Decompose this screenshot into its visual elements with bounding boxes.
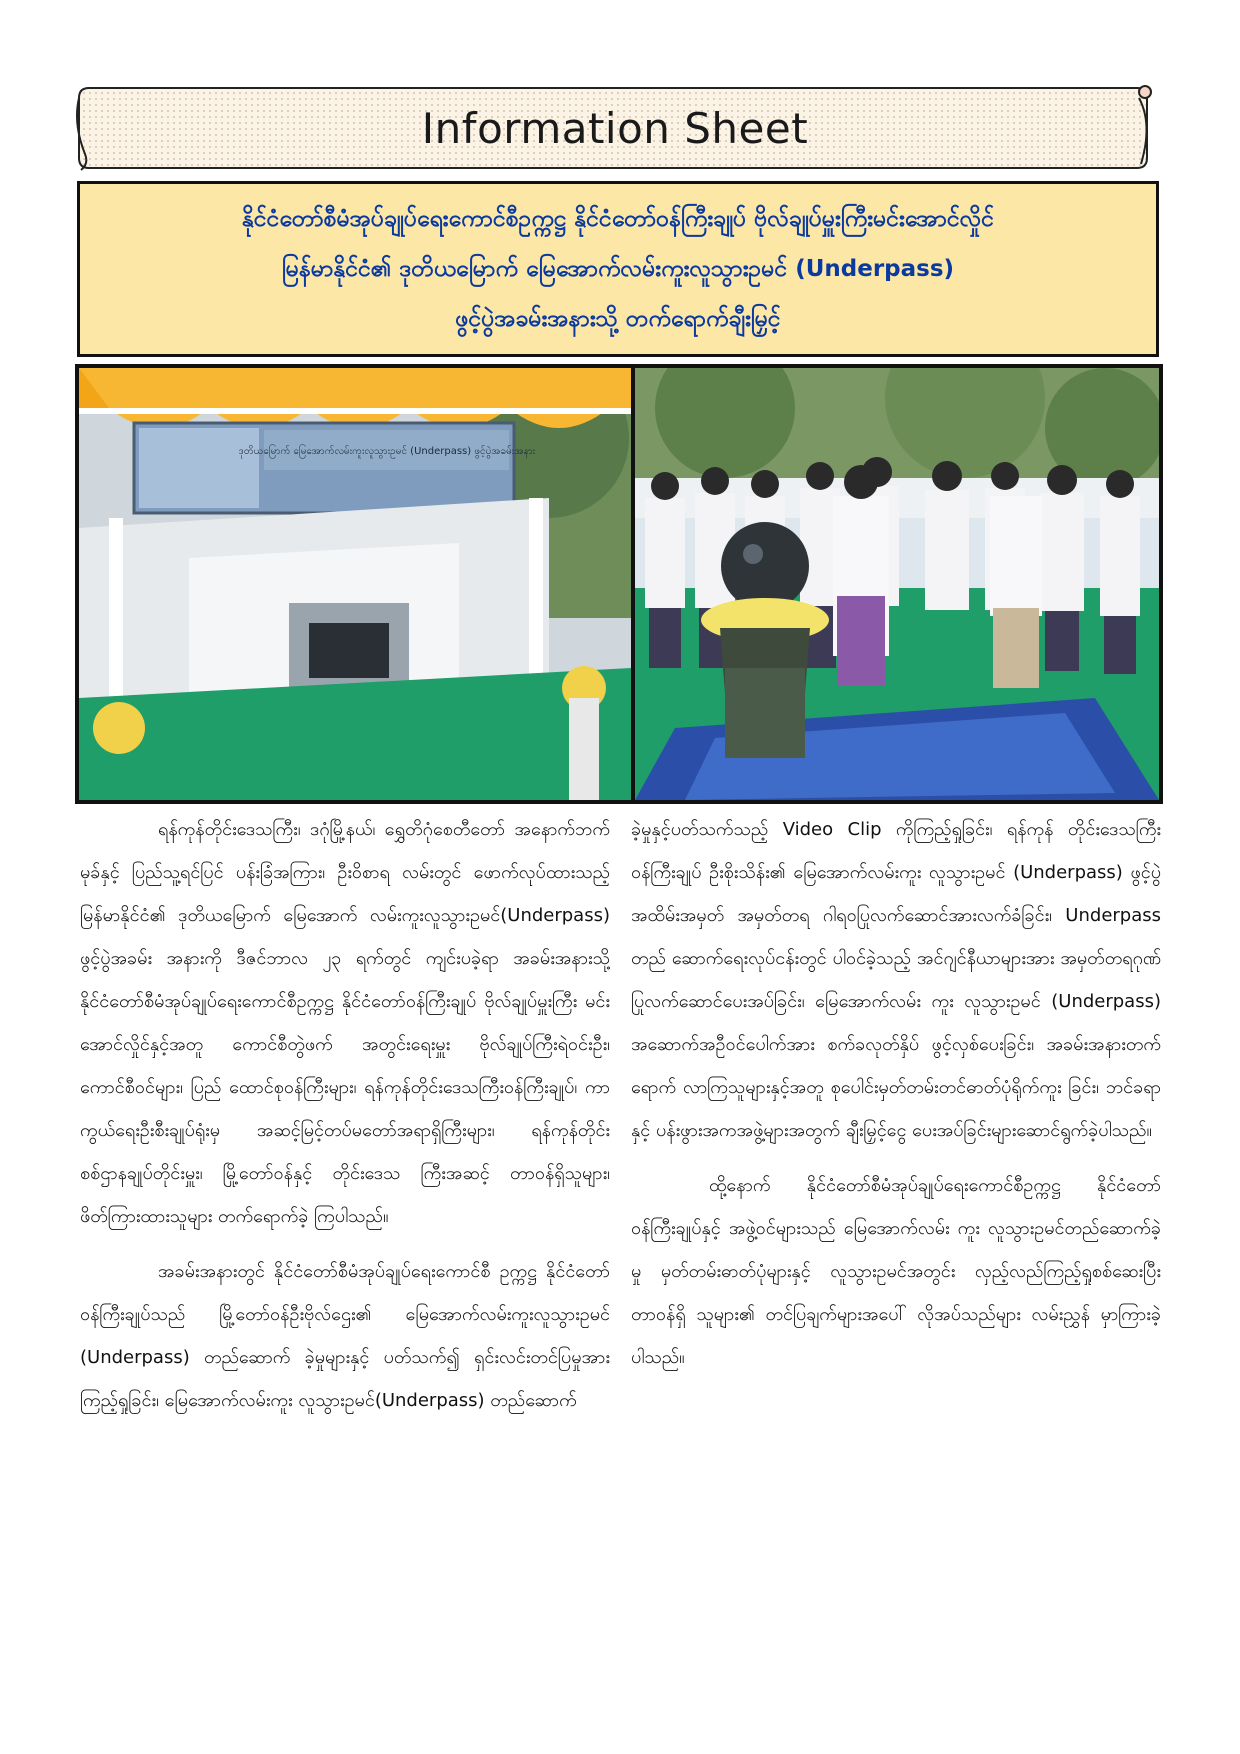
headline-line-1: နိုင်ငံတော်စီမံအုပ်ချုပ်ရေးကောင်စီဥက္ကဋ္ဌ နိုင်ငံတော်ဝန်ကြီးချုပ် ဗိုလ်ချုပ်မှူးကြီးမင်းအောင်လှိုင်: [241, 206, 995, 232]
photo-underpass-entrance: [79, 368, 631, 800]
headline-line-2: မြန်မာနိုင်ငံ၏ ဒုတိယမြောက် မြေအောက်လမ်းကူးလူသွားဥမင် (Underpass): [281, 256, 955, 282]
header-scroll-banner: [75, 84, 1155, 172]
headline-box: [77, 181, 1159, 357]
page-title: Information Sheet: [421, 103, 809, 153]
article-paragraph: ထို့နောက် နိုင်ငံတော်စီမံအုပ်ချုပ်ရေးကောင်စီဥက္ကဋ္ဌ နိုင်ငံတော်ဝန်ကြီးချုပ်နှင့် အဖွဲ့ဝင်များသည် မြေအောက်လမ်း ကူး လူသွားဥမင်တည်ဆောက်ခဲ့မှု မှတ်တမ်းဓာတ်ပုံများနှင့် လူသွားဥမင်အတွင်း လှည့်လည်ကြည့်ရှုစစ်ဆေးပြီး တာဝန်ရှိ သူများ၏ တင်ပြချက်များအပေါ် လိုအပ်သည်များ လမ်းညွှန် မှာကြားခဲ့ပါသည်။: [631, 1175, 1161, 1368]
headline-line-3: ဖွင့်ပွဲအခမ်းအနားသို့ တက်ရောက်ချီးမြှင့်: [455, 306, 781, 332]
article-paragraph: ရန်ကုန်တိုင်းဒေသကြီး၊ ဒဂုံမြို့နယ်၊ ရွှေတိဂုံစေတီတော် အနောက်ဘက်မုခ်နှင့် ပြည်သူ့ရင်ပြင် ပန်းခြံအကြား၊ ဦးဝိစာရ လမ်းတွင် ဖောက်လုပ်ထားသည့် မြန်မာနိုင်ငံ၏ ဒုတိယမြောက် မြေအောက် လမ်းကူးလူသွားဥမင်(Underpass) ဖွင့်ပွဲအခမ်း အနားကို ဒီဇင်ဘာလ ၂၃ ရက်တွင် ကျင်းပခဲ့ရာ အခမ်းအနားသို့ နိုင်ငံတော်စီမံအုပ်ချုပ်ရေးကောင်စီဥက္ကဋ္ဌ နိုင်ငံတော်ဝန်ကြီးချုပ် ဗိုလ်ချုပ်မှူးကြီး မင်းအောင်လှိုင်နှင့်အတူ ကောင်စီတွဲဖက် အတွင်းရေးမှူး ဗိုလ်ချုပ်ကြီးရဲဝင်းဦး၊ ကောင်စီဝင်များ၊ ပြည် ထောင်စုဝန်ကြီးများ၊ ရန်ကုန်တိုင်းဒေသကြီးဝန်ကြီးချုပ်၊ ကာ ကွယ်ရေးဦးစီးချုပ်ရုံးမှ အဆင့်မြင့်တပ်မတော်အရာရှိကြီးများ၊ ရန်ကုန်တိုင်းစစ်ဌာနချုပ်တိုင်းမှူး၊ မြို့တော်ဝန်နှင့် တိုင်းဒေသ ကြီးအဆင့် တာဝန်ရှိသူများ၊ ဖိတ်ကြားထားသူများ တက်ရောက်ခဲ့ ကြပါသည်။: [80, 819, 610, 1227]
photo-opening-ceremony: [635, 368, 1159, 800]
banner-text: ဒုတိယမြောက် မြေအောက်လမ်းကူးလူသွားဥမင် (Underpass) ဖွင့်ပွဲအခမ်းအနား: [238, 446, 536, 457]
photo-strip: [75, 364, 1163, 804]
article-paragraph-continued: ခဲ့မှုနှင့်ပတ်သက်သည့် Video Clip ကိုကြည့်ရှုခြင်း၊ ရန်ကုန် တိုင်းဒေသကြီးဝန်ကြီးချုပ် ဦးစိုးသိန်း၏ မြေအောက်လမ်းကူး လူသွားဥမင် (Underpass) ဖွင့်ပွဲအထိမ်းအမှတ် အမှတ်တရ ဂါရဝပြုလက်ဆောင်အားလက်ခံခြင်း၊ Underpass တည် ဆောက်ရေးလုပ်ငန်းတွင် ပါဝင်ခဲ့သည့် အင်ဂျင်နီယာများအား အမှတ်တရဂုဏ်ပြုလက်ဆောင်ပေးအပ်ခြင်း၊ မြေအောက်လမ်း ကူး လူသွားဥမင် (Underpass) အဆောက်အဦဝင်ပေါက်အား စက်ခလုတ်နှိပ် ဖွင့်လှစ်ပေးခြင်း၊ အခမ်းအနားတက်ရောက် လာကြသူများနှင့်အတူ စုပေါင်းမှတ်တမ်းတင်ဓာတ်ပုံရိုက်ကူး ခြင်း၊ ဘင်ခရာနှင့် ပန်းဖွားအကအဖွဲ့များအတွက် ချီးမြှင့်ငွေ ပေးအပ်ခြင်းများဆောင်ရွက်ခဲ့ပါသည်။: [631, 819, 1161, 1141]
article-column-right: [631, 808, 1161, 1379]
article-column-left: [80, 808, 610, 1422]
article-paragraph: အခမ်းအနားတွင် နိုင်ငံတော်စီမံအုပ်ချုပ်ရေးကောင်စီ ဥက္ကဋ္ဌ နိုင်ငံတော်ဝန်ကြီးချုပ်သည် မြို့တော်ဝန်ဦးဗိုလ်ဌေး၏ မြေအောက်လမ်းကူးလူသွားဥမင် (Underpass) တည်ဆောက် ခဲ့မှုများနှင့် ပတ်သက်၍ ရှင်းလင်းတင်ပြမှုအား ကြည့်ရှုခြင်း၊ မြေအောက်လမ်းကူး လူသွားဥမင်(Underpass) တည်ဆောက်: [80, 1261, 610, 1411]
